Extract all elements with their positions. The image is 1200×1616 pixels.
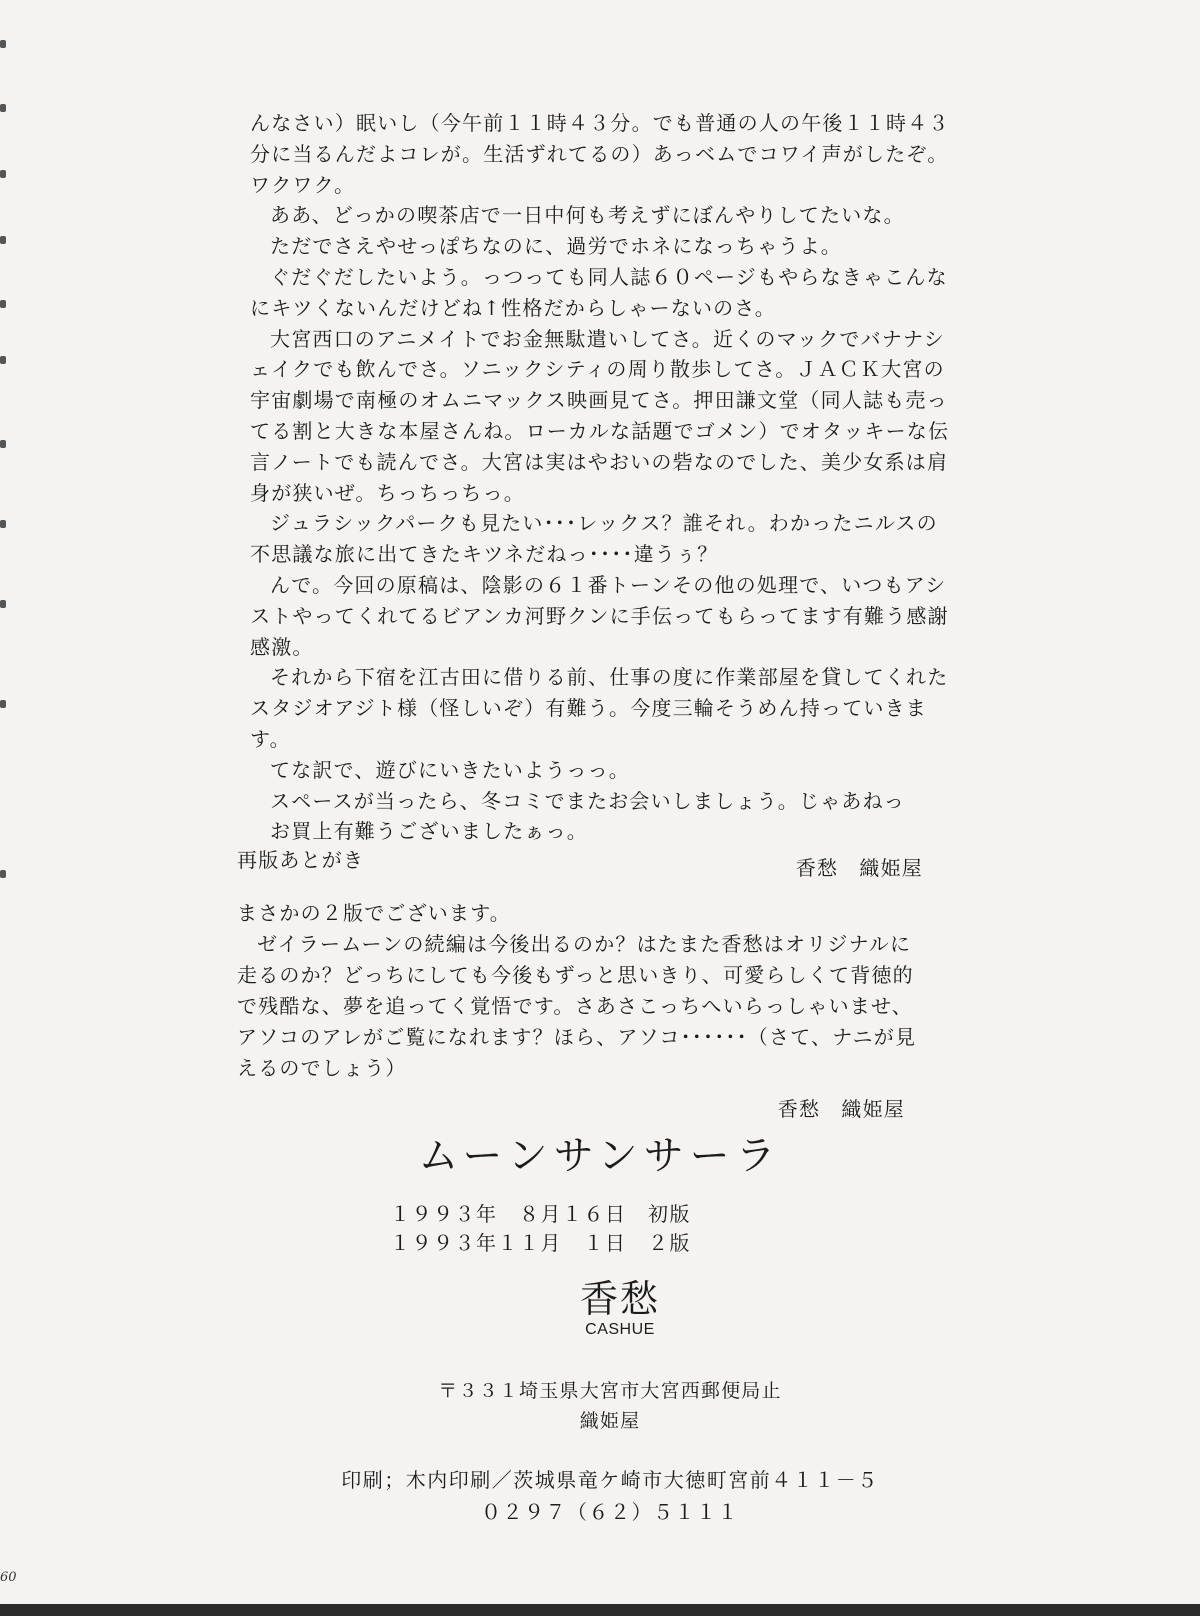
afterword-paragraph: ジュラシックパークも見たい･･･レックス？誰それ。わかったニルスの不思議な旅に出てきたキツネだねっ････違うぅ？: [250, 511, 938, 567]
printer-phone: ０２９７（６２）５１１１: [481, 1500, 739, 1524]
afterword-paragraph: ぐだぐだしたいよう。っつっても同人誌６０ページもやらなきゃこんなにキツくないんだけどね↑性格だからしゃーないのさ。: [250, 264, 948, 320]
afterword-paragraph: スペースが当ったら、冬コミでまたお会いしましょう。じゃあねっ: [270, 788, 905, 813]
reprint-paragraph: まさかの２版でございます。: [237, 901, 511, 925]
page-bottom-edge: [0, 1604, 1200, 1616]
edition-dates: [390, 1200, 790, 1258]
printer-line: 印刷；木内印刷／茨城県竜ケ崎市大徳町宮前４１１－５: [341, 1468, 879, 1492]
afterword-text: [250, 108, 950, 884]
publisher-address: [10, 1376, 1200, 1436]
afterword-paragraph: 大宮西口のアニメイトでお金無駄遣いしてさ。近くのマックでバナナシェイクでも飲んでさ。ソニックシティの周り散歩してさ。ＪＡＣＫ大宮の宇宙劇場で南極のオムニマックス映画見てさ。押田謙文堂（同人誌も売ってる割と大きな本屋さんね。ローカルな話題でゴメン）でオタッキーな伝言ノートでも読んでさ。大宮は実はやおいの砦なのでした、美少女系は肩身が狭いぜ。ちっちっちっ。: [250, 326, 950, 505]
page-number: 60: [0, 1570, 17, 1585]
afterword-paragraph: ただでさえやせっぽちなのに、過労でホネになっちゃうよ。: [270, 234, 842, 259]
binding-marks: [0, 0, 14, 1600]
printer-info: [10, 1464, 1200, 1528]
afterword-paragraph: てな訳で、遊びにいきたいようっっ。: [270, 757, 630, 782]
second-edition-date: １９９３年１１月 １日 ２版: [390, 1231, 691, 1255]
address-line: 〒３３１埼玉県大宮市大宮西郵便局止: [438, 1380, 782, 1402]
afterword-signature: 香愁 織姫屋: [795, 856, 923, 881]
reprint-heading: 再版あとがき: [237, 848, 365, 872]
book-title: ムーンサンサーラ: [418, 1133, 782, 1179]
reprint-afterword-text: [237, 898, 927, 1125]
afterword-paragraph: んなさい）眠いし（今午前１１時４３分。でも普通の人の午後１１時４３分に当るんだよコレが。生活ずれてるの）あっベムでコワイ声がしたぞ。ワクワク。: [250, 111, 950, 197]
circle-name: 香愁: [579, 1277, 660, 1321]
afterword-paragraph: それから下宿を江古田に借りる前、仕事の度に作業部屋を貸してくれたスタジオアジト様（怪しいぞ）有難う。今度三輪そうめん持っていきます。: [250, 665, 949, 751]
first-edition-date: １９９３年 ８月１６日 初版: [390, 1202, 691, 1226]
afterword-paragraph: お買上有難うございましたぁっ。: [270, 819, 588, 844]
reprint-signature: 香愁 織姫屋: [777, 1097, 905, 1121]
circle-name-roman: CASHUE: [585, 1321, 655, 1338]
reprint-paragraph: ゼイラームーンの続編は今後出るのか？はたまた香愁はオリジナルに走るのか？どっちにしても今後もずっと思いきり、可愛らしくて背徳的で残酷な、夢を追ってく覚悟です。さあさこっちへいらっしゃいませ、アソコのアレがご覧になれます？ほら、アソコ･･････（さて、ナニが見えるのでしょう）: [237, 932, 917, 1080]
address-name: 織姫屋: [579, 1410, 641, 1432]
afterword-paragraph: ああ、どっかの喫茶店で一日中何も考えずにぼんやりしてたいな。: [270, 203, 905, 228]
afterword-paragraph: んで。今回の原稿は、陰影の６１番トーンその他の処理で、いつもアシストやってくれてるビアンカ河野クンに手伝ってもらってます有難う感謝感激。: [250, 572, 949, 659]
